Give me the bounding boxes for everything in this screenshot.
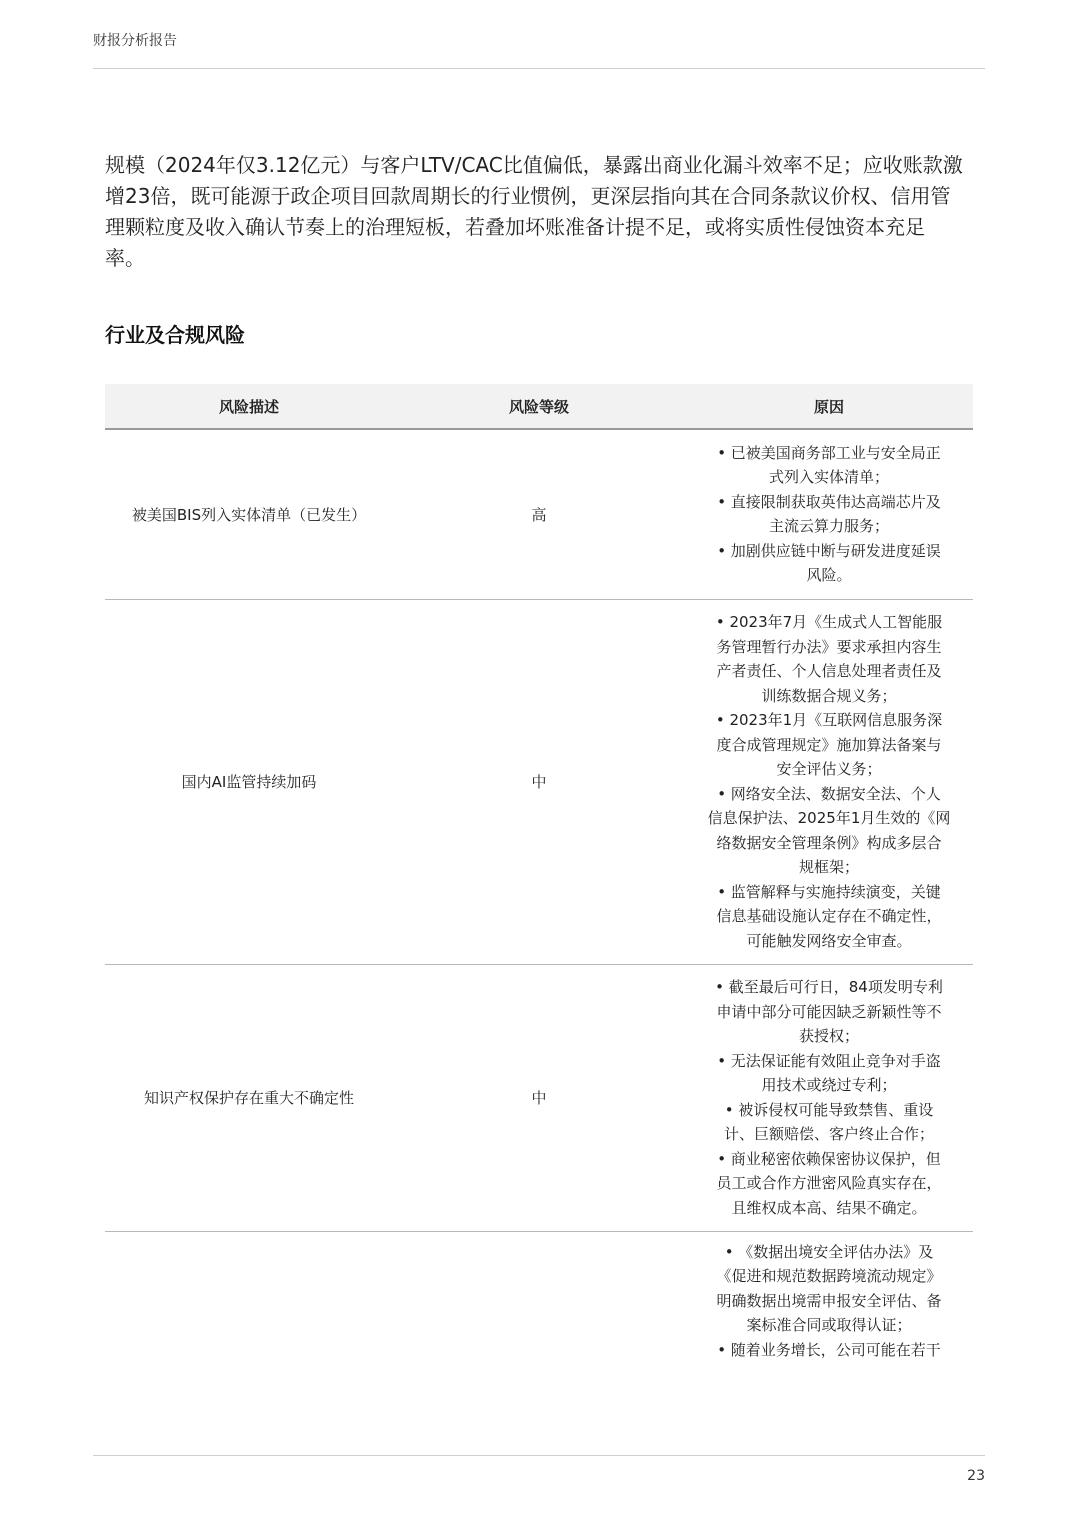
reason-line: • 2023年7月《生成式人工智能服: [715, 613, 943, 631]
reason-line: 可能触发网络安全审查。: [746, 931, 912, 950]
header-risk-level: 风险等级: [393, 384, 685, 429]
reason-line: 产者责任、个人信息处理者责任及: [716, 662, 942, 680]
reason-line: • 无法保证能有效阻止竞争对手盗: [717, 1051, 941, 1070]
reason-line: 计、巨额赔偿、客户终止合作；: [723, 1125, 934, 1143]
reason-list: [701, 1240, 957, 1363]
reason-list: [701, 975, 957, 1220]
reason-line: 务管理暂行办法》要求承担内容生: [716, 637, 942, 656]
header-reason: 原因: [685, 384, 973, 429]
risk-description-cell: 知识产权保护存在重大不确定性: [105, 964, 393, 1231]
intro-paragraph: [105, 150, 975, 274]
header-title: 财报分析报告: [93, 33, 177, 49]
reason-line: • 随着业务增长，公司可能在若干: [717, 1340, 941, 1359]
reason-cell: [685, 429, 973, 599]
reason-line: 训练数据合规义务；: [761, 686, 897, 705]
risk-description-cell: 被美国BIS列入实体清单（已发生）: [105, 429, 393, 599]
intro-line: 规模（2024年仅3.12亿元）与客户LTV/CAC比值偏低，暴露出商业化漏斗效率不足；应收账款激: [105, 153, 963, 177]
reason-list: [701, 610, 957, 953]
reason-line: 安全评估义务；: [776, 760, 882, 778]
reason-line: 案标准合同或取得认证；: [746, 1316, 912, 1334]
intro-line: 理颗粒度及收入确认节奏上的治理短板，若叠加坏账准备计提不足，或将实质性侵蚀资本充足: [105, 215, 925, 239]
table-row: [105, 599, 973, 964]
header-divider: [93, 68, 985, 69]
footer-divider: [93, 1455, 985, 1456]
reason-line: 主流云算力服务；: [768, 517, 889, 536]
reason-line: 络数据安全管理条例》构成多层合: [716, 833, 942, 852]
intro-line: 增23倍，既可能源于政企项目回款周期长的行业惯例，更深层指向其在合同条款议价权、信用管: [105, 184, 951, 208]
reason-line: 信息保护法、2025年1月生效的《网: [707, 809, 951, 827]
reason-line: • 截至最后可行日，84项发明专利: [715, 978, 943, 996]
reason-cell: [685, 599, 973, 964]
reason-list: [701, 441, 957, 588]
reason-line: 信息基础设施认定存在不确定性，: [716, 907, 942, 925]
reason-line: 获授权；: [798, 1027, 859, 1045]
reason-cell: [685, 1231, 973, 1370]
reason-line: • 直接限制获取英伟达高端芯片及: [717, 492, 941, 511]
table-header-row: [105, 384, 973, 429]
reason-line: 规框架；: [798, 858, 859, 876]
risk-description-cell: [105, 1231, 393, 1370]
intro-line: 率。: [105, 246, 145, 270]
risk-level-cell: [393, 1231, 685, 1370]
reason-line: • 网络安全法、数据安全法、个人: [717, 784, 941, 803]
reason-line: 明确数据出境需申报安全评估、备: [716, 1291, 942, 1310]
risk-level-cell: 高: [393, 429, 685, 599]
reason-line: 申请中部分可能因缺乏新颖性等不: [716, 1002, 942, 1021]
reason-line: 用技术或绕过专利；: [761, 1076, 897, 1094]
header-risk-description: 风险描述: [105, 384, 393, 429]
reason-line: • 已被美国商务部工业与安全局正: [717, 443, 941, 462]
reason-cell: [685, 964, 973, 1231]
reason-line: 式列入实体清单；: [768, 468, 889, 487]
table-row: [105, 964, 973, 1231]
risk-level-cell: 中: [393, 599, 685, 964]
page-number: 23: [967, 1468, 985, 1484]
reason-line: 员工或合作方泄密风险真实存在，: [716, 1174, 942, 1192]
reason-line: • 监管解释与实施持续演变，关键: [717, 882, 941, 901]
section-heading: 行业及合规风险: [105, 323, 245, 347]
reason-line: • 加剧供应链中断与研发进度延误: [717, 541, 941, 560]
risk-description-cell: 国内AI监管持续加码: [105, 599, 393, 964]
reason-line: • 商业秘密依赖保密协议保护，但: [717, 1149, 941, 1168]
reason-line: • 2023年1月《互联网信息服务深: [715, 711, 943, 729]
risk-level-cell: 中: [393, 964, 685, 1231]
reason-line: 度合成管理规定》施加算法备案与: [716, 735, 942, 754]
table-row: [105, 429, 973, 599]
reason-line: • 《数据出境安全评估办法》及: [724, 1242, 934, 1261]
risk-table: [105, 384, 973, 1370]
reason-line: 《促进和规范数据跨境流动规定》: [716, 1267, 942, 1285]
reason-line: 风险。: [806, 566, 852, 585]
reason-line: 且维权成本高、结果不确定。: [731, 1198, 927, 1217]
reason-line: • 被诉侵权可能导致禁售、重设: [724, 1100, 934, 1119]
table-row: [105, 1231, 973, 1370]
